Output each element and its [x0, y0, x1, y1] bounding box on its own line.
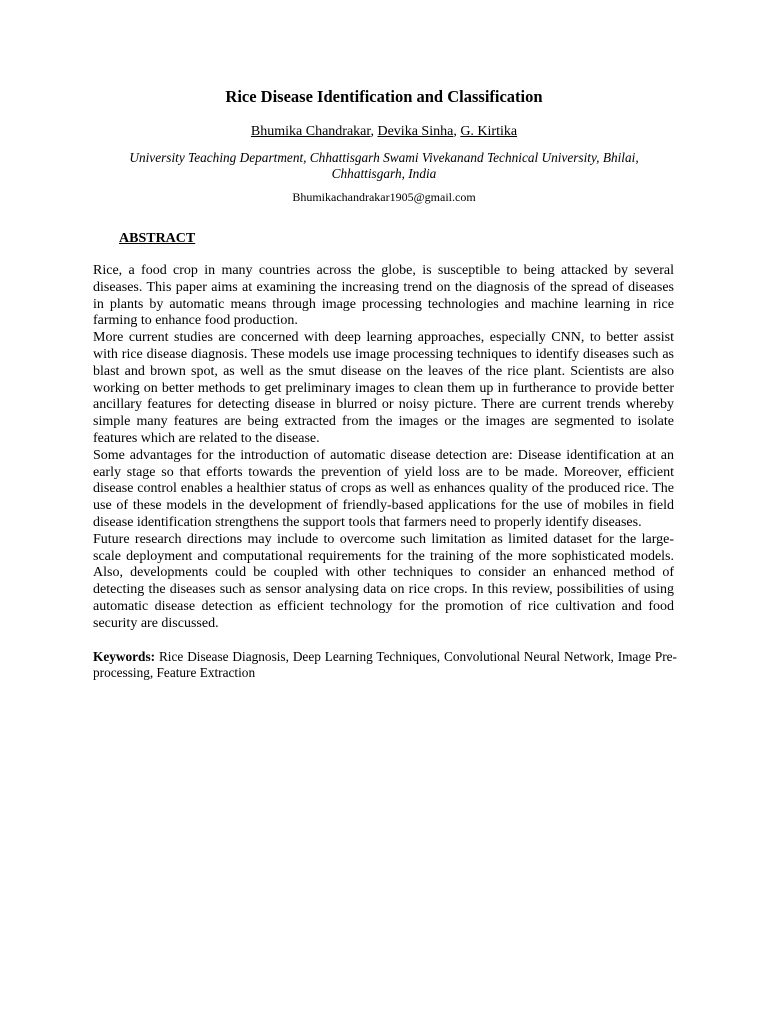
abstract-body — [93, 263, 674, 633]
abstract-heading: ABSTRACT — [119, 231, 196, 246]
keywords-label: Keywords: — [93, 649, 156, 664]
abstract-paragraph: Rice, a food crop in many countries across the globe, is susceptible to being attacked by several diseases. This paper aims at examining the increasing trend on the diagnosis of the spread of diseases in plants by automatic means through image processing technologies and machine learning in rice farming to enhance food production. — [93, 263, 674, 329]
keywords-text: Rice Disease Diagnosis, Deep Learning Techniques, Convolutional Neural Network, Image Pre-processing, Feature Extraction — [93, 649, 677, 680]
author-email: Bhumikachandrakar1905@gmail.com — [292, 190, 476, 204]
abstract-paragraph: Future research directions may include to overcome such limitation as limited dataset for the large-scale deployment and computational requirements for the training of the more sophisticated models. Also, developments could be coupled with other techniques to consider an enhanced method of detecting the diseases such as sensor analysing data on rice crops. In this review, possibilities of using automatic disease detection as efficient technology for the promotion of rice cultivation and food security are discussed. — [93, 531, 674, 631]
affiliation: University Teaching Department, Chhattisgarh Swami Vivekanand Technical University, Bhilai, Chhattisgarh, India — [129, 150, 639, 181]
abstract-paragraph: More current studies are concerned with deep learning approaches, especially CNN, to better assist with rice disease diagnosis. These models use image processing techniques to identify diseases such as blast and brown spot, as well as the smut disease on the leaves of the rice plant. Scientists are also working on better methods to get preliminary images to clean them up in furtherance to provide better ancillary features for detecting disease in blurred or noisy picture. There are current trends whereby simple many features are being extracted from the images or the images are segmented to isolate features which are related to the disease. — [93, 330, 674, 446]
author-separator: , — [453, 124, 461, 139]
abstract-paragraph: Some advantages for the introduction of automatic disease detection are: Disease identification at an early stage so that efforts towards the prevention of yield loss are to be made. Moreover, efficient disease control enables a healthier status of crops as well as enhances quality of the produced rice. The use of these models in the development of friendly-based applications for the use of mobiles in field disease identification strengthens the support tools that farmers need to properly identify diseases. — [93, 447, 674, 530]
paper-title: Rice Disease Identification and Classification — [225, 87, 543, 106]
author-link[interactable]: Bhumika Chandrakar — [250, 124, 371, 139]
author-separator: , — [370, 124, 378, 139]
author-link[interactable]: G. Kirtika — [460, 124, 518, 139]
keywords-line — [93, 649, 677, 681]
author-list — [0, 123, 768, 141]
author-link[interactable]: Devika Sinha — [377, 124, 454, 139]
